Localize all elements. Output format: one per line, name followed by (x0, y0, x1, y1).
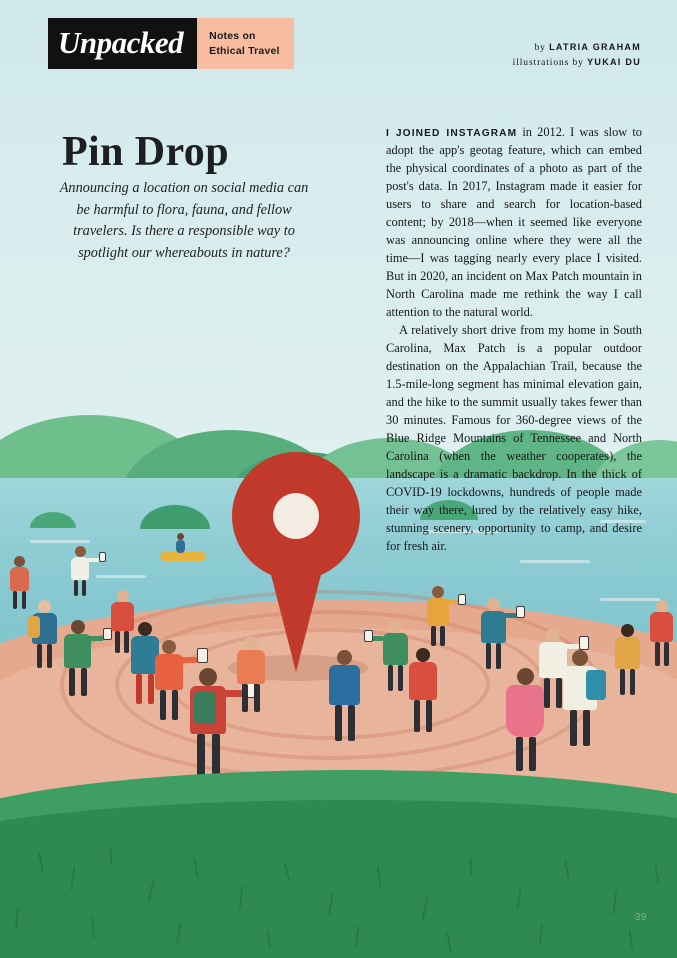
masthead (48, 18, 294, 69)
page-title: Pin Drop (62, 129, 229, 175)
article-paragraph-1-text: in 2012. I was slow to adopt the app's geotag feature, which can embed the physical coordinates of a photo as part of the post's data. In 2017, Instagram made it easier for users to share and search for location-based content; by 2018—when it seemed like everyone was announcing online where they were all the time—I was tagging nearly every place I visited. But in 2020, an incident on Max Patch mountain in North Carolina made me rethink the way I call attention to the natural world. (386, 125, 643, 319)
article-body (386, 124, 642, 556)
byline (513, 42, 641, 68)
article-paragraph-1 (386, 124, 642, 322)
masthead-kicker-line1: Notes on (209, 30, 256, 43)
byline-author: LATRIA GRAHAM (549, 42, 641, 52)
kayak (160, 552, 206, 561)
lede-run-in: I JOINED INSTAGRAM (386, 128, 518, 139)
byline-author-prefix: by (534, 43, 550, 53)
article-deck: Announcing a location on social media can be harmful to flora, fauna, and fellow travelers. Is there a responsible way to spotlight our whereabouts in nature? (59, 180, 309, 262)
water-ripple (520, 560, 590, 563)
kayaker (176, 540, 185, 553)
article-paragraph-2: A relatively short drive from my home in South Carolina, Max Patch is a popular outdoor destination on the Appalachian Trail, because the 1.5-mile-long segment has minimal elevation gain, and the hike to the summit usually takes fewer than 30 minutes. Famous for 360-degree views of the Blue Ridge Mountains of Tennessee and North Carolina (when the weather cooperates), the landscape is a dramatic backdrop. In the thick of COVID-19 lockdowns, hundreds of people made their way there, lured by the relatively easy hike, stunning scenery, opportunity to camp, and desire for fresh air. (386, 322, 642, 553)
masthead-brand: Unpacked (48, 18, 197, 69)
folio-page-number: 39 (634, 912, 647, 923)
masthead-kicker (197, 18, 294, 69)
masthead-kicker-line2: Ethical Travel (209, 44, 280, 57)
water-ripple (600, 598, 660, 601)
water-ripple (30, 540, 90, 543)
grass-foreground-dark (0, 800, 677, 958)
water-ripple (96, 575, 146, 578)
byline-illustrator: YUKAI DU (587, 57, 641, 67)
kayaker-head (177, 533, 184, 540)
byline-illustrator-prefix: illustrations by (512, 58, 588, 68)
